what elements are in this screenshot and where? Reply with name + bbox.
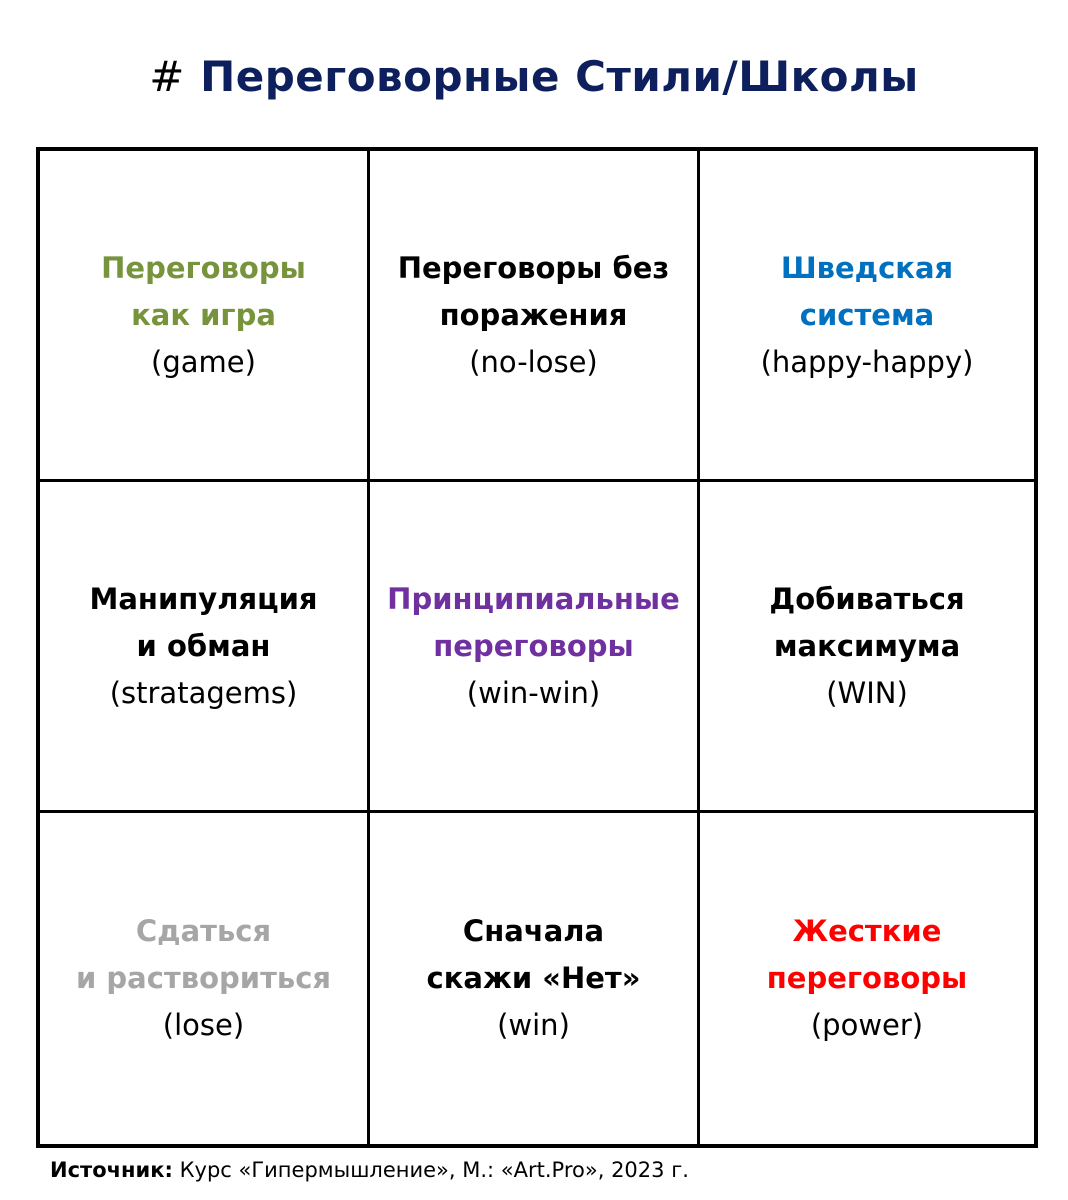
- style-name-line: система: [799, 297, 935, 332]
- style-cell: [370, 482, 700, 813]
- style-name-line: Жесткие: [792, 914, 942, 948]
- style-cell: [370, 151, 700, 482]
- style-english-label: (WIN): [826, 675, 908, 710]
- source-label: Источник:: [50, 1158, 173, 1182]
- style-name-line: и раствориться: [75, 961, 332, 995]
- style-english-label: (stratagems): [109, 675, 298, 710]
- style-cell: [700, 813, 1034, 1144]
- style-cell: [700, 482, 1034, 813]
- style-name-line: переговоры: [433, 628, 634, 663]
- page-title: [0, 52, 1068, 101]
- style-english-label: (win-win): [466, 675, 601, 710]
- style-name-line: Сдаться: [135, 914, 272, 948]
- style-english-label: (power): [810, 1008, 924, 1042]
- style-cell: [40, 482, 370, 813]
- style-english-label: (happy-happy): [760, 344, 974, 379]
- style-english-label: (win): [497, 1008, 570, 1042]
- style-name-line: как игра: [131, 297, 276, 332]
- style-cell: [700, 151, 1034, 482]
- style-cell: [40, 151, 370, 482]
- title-text: Переговорные Стили/Школы: [200, 52, 919, 101]
- style-name-line: Сначала: [462, 914, 605, 948]
- style-name-line: Манипуляция: [89, 581, 318, 616]
- style-english-label: (no-lose): [469, 344, 598, 379]
- style-name-line: переговоры: [766, 961, 968, 995]
- style-name-line: поражения: [439, 297, 628, 332]
- style-name-line: скажи «Нет»: [426, 961, 641, 995]
- style-name-line: и обман: [136, 628, 271, 663]
- style-cell: [370, 813, 700, 1144]
- styles-grid: [36, 147, 1038, 1148]
- source-note: [50, 1158, 689, 1182]
- source-text: Курс «Гипермышление», М.: «Art.Pro», 2023 г.: [179, 1158, 689, 1182]
- style-cell: [40, 813, 370, 1144]
- style-english-label: (game): [151, 344, 256, 379]
- style-name-line: Переговоры без: [397, 250, 670, 285]
- style-name-line: Переговоры: [101, 250, 306, 285]
- style-name-line: Добиваться: [769, 581, 965, 616]
- style-english-label: (lose): [162, 1008, 245, 1042]
- style-name-line: Принципиальные: [387, 581, 680, 616]
- style-name-line: максимума: [773, 628, 961, 663]
- title-hash: #: [149, 52, 185, 101]
- style-name-line: Шведская: [780, 250, 954, 285]
